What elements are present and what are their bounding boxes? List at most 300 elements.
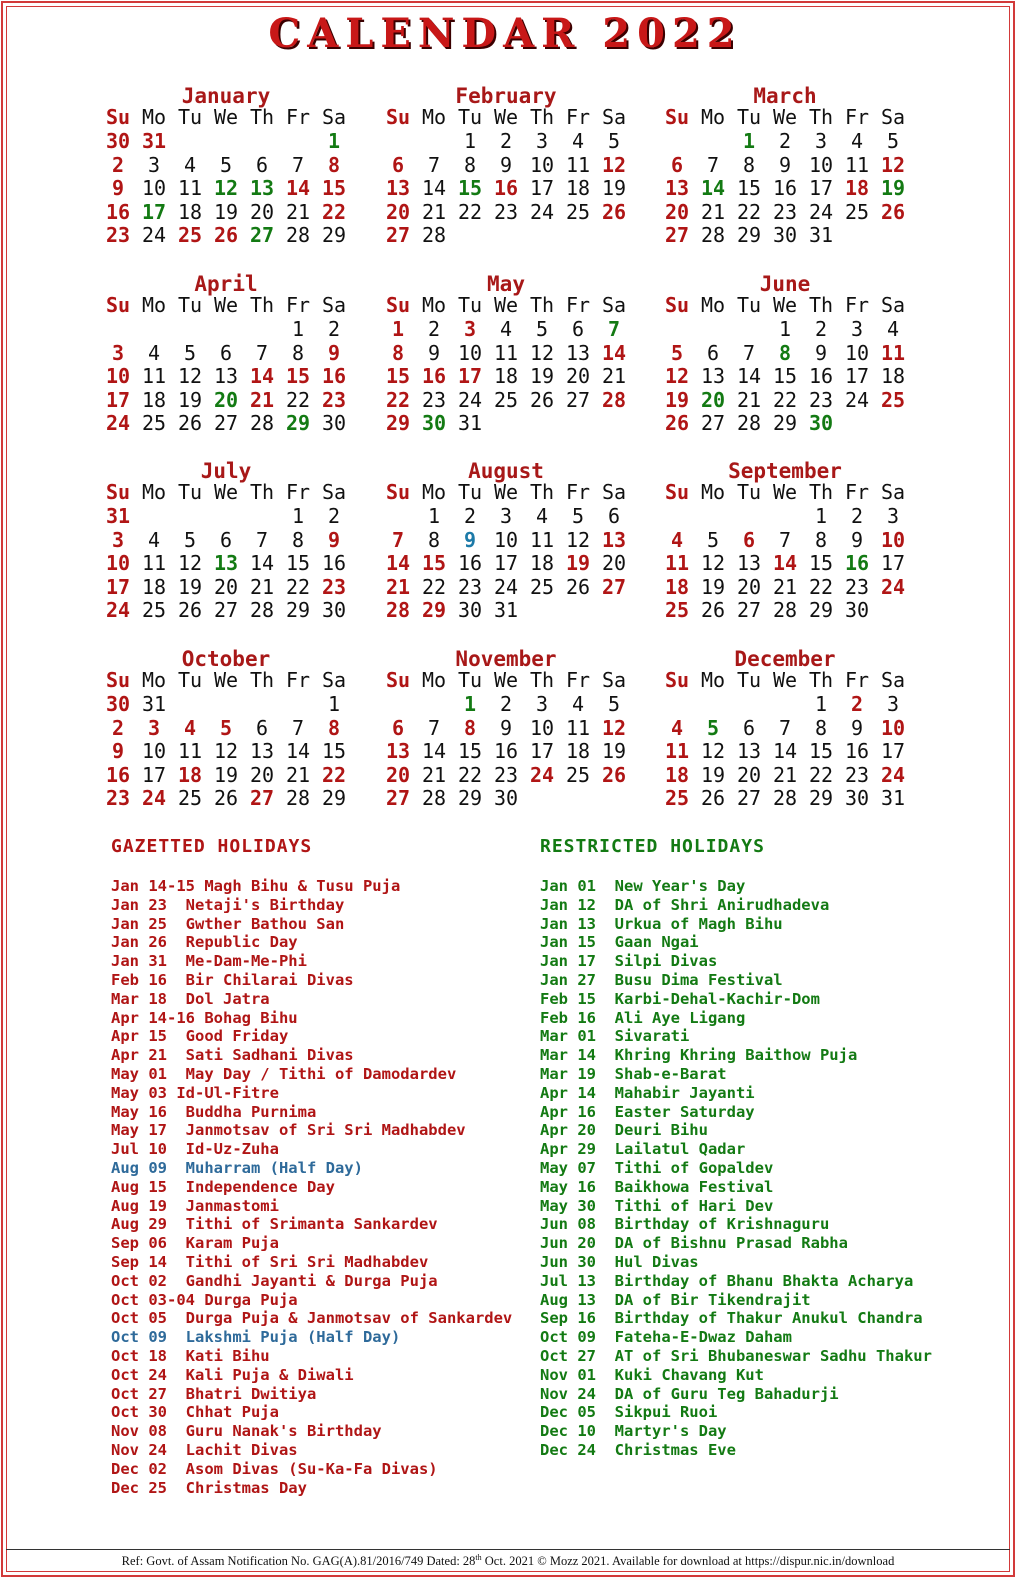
- day-cell: 2: [111, 152, 125, 177]
- day-cell: 28: [700, 223, 726, 247]
- weekday-label: Th: [529, 293, 555, 317]
- week-row: [659, 154, 911, 178]
- day-cell: 15: [772, 364, 798, 388]
- weekday-label: Tu: [457, 105, 483, 129]
- restricted-holiday-item: Apr 29 Lailatul Qadar: [540, 1140, 746, 1159]
- day-cell: 26: [177, 598, 203, 622]
- day-cell: 7: [291, 152, 305, 177]
- day-cell: 23: [493, 762, 519, 787]
- day-cell: 28: [285, 223, 311, 247]
- day-cell: 18: [493, 364, 519, 388]
- day-cell: 1: [327, 129, 341, 153]
- day-cell: 18: [880, 364, 906, 388]
- weekday-label: Fr: [565, 480, 591, 504]
- week-row: [659, 764, 911, 788]
- week-row: [100, 154, 352, 178]
- weekday-label: Fr: [565, 668, 591, 692]
- day-cell: 9: [499, 152, 513, 177]
- day-cell: 25: [177, 223, 203, 247]
- day-cell: 5: [219, 715, 233, 740]
- day-cell: 26: [177, 411, 203, 435]
- day-cell: 25: [664, 786, 690, 810]
- weekday-label: We: [213, 293, 239, 317]
- gazetted-heading: GAZETTED HOLIDAYS: [111, 836, 313, 857]
- day-cell: 25: [844, 199, 870, 224]
- day-cell: 11: [177, 176, 203, 200]
- gazetted-holiday-item: Jul 10 Id-Uz-Zuha: [111, 1140, 279, 1159]
- day-cell: 29: [457, 786, 483, 810]
- weekday-label: Tu: [736, 105, 762, 129]
- weekday-label: We: [213, 480, 239, 504]
- day-cell: 29: [285, 411, 311, 435]
- day-cell: 2: [850, 504, 864, 528]
- day-cell: 8: [327, 152, 341, 177]
- day-cell: 3: [463, 317, 477, 341]
- day-cell: 21: [700, 199, 726, 224]
- week-row: [380, 201, 632, 225]
- day-cell: 11: [565, 715, 591, 740]
- day-cell: 17: [808, 176, 834, 200]
- day-cell: 18: [664, 762, 690, 787]
- day-cell: 4: [535, 504, 549, 528]
- day-cell: 10: [529, 715, 555, 740]
- weekday-label: Fr: [285, 105, 311, 129]
- day-cell: 16: [321, 364, 347, 388]
- day-cell: 13: [249, 739, 275, 763]
- day-cell: 28: [772, 786, 798, 810]
- day-cell: 22: [421, 574, 447, 599]
- day-cell: 19: [213, 762, 239, 787]
- day-cell: 25: [565, 762, 591, 787]
- day-cell: 9: [499, 715, 513, 740]
- weekday-label: We: [772, 293, 798, 317]
- weekday-label: Th: [249, 293, 275, 317]
- weekday-label: Su: [385, 105, 411, 129]
- week-row: [380, 576, 632, 600]
- day-cell: 4: [571, 692, 585, 716]
- day-cell: 30: [321, 411, 347, 435]
- weekday-label: Th: [529, 668, 555, 692]
- day-cell: 12: [177, 551, 203, 575]
- week-row: [100, 764, 352, 788]
- day-cell: 17: [493, 551, 519, 575]
- day-cell: 29: [808, 786, 834, 810]
- day-cell: 30: [772, 223, 798, 247]
- day-cell: 12: [213, 739, 239, 763]
- day-cell: 3: [850, 317, 864, 341]
- day-cell: 9: [778, 152, 792, 177]
- day-cell: 10: [105, 364, 131, 388]
- day-cell: 24: [141, 223, 167, 247]
- week-row: [659, 599, 911, 623]
- restricted-holiday-item: Sep 16 Birthday of Thakur Anukul Chandra: [540, 1309, 923, 1328]
- day-cell: 26: [213, 786, 239, 810]
- gazetted-holiday-item: Jan 25 Gwther Bathou San: [111, 914, 345, 933]
- day-cell: 16: [321, 551, 347, 575]
- day-cell: 31: [457, 411, 483, 435]
- day-cell: 13: [736, 551, 762, 575]
- weekday-label: Fr: [285, 293, 311, 317]
- month-name: March: [753, 84, 817, 108]
- day-cell: 26: [880, 199, 906, 224]
- day-cell: 27: [700, 411, 726, 435]
- day-cell: 11: [664, 739, 690, 763]
- day-cell: 27: [664, 223, 690, 247]
- day-cell: 4: [670, 527, 684, 552]
- day-cell: 7: [706, 152, 720, 177]
- week-row: [100, 529, 352, 553]
- week-row: [380, 693, 632, 717]
- day-cell: 18: [664, 574, 690, 599]
- day-cell: 5: [219, 152, 233, 177]
- day-cell: 27: [249, 223, 275, 247]
- day-cell: 6: [219, 527, 233, 552]
- day-cell: 29: [285, 598, 311, 622]
- restricted-holiday-item: Feb 16 Ali Aye Ligang: [540, 1008, 746, 1027]
- day-cell: 12: [880, 152, 906, 177]
- day-cell: 23: [844, 762, 870, 787]
- gazetted-holiday-item: Oct 02 Gandhi Jayanti & Durga Puja: [111, 1271, 438, 1290]
- weekday-label: Mo: [421, 105, 447, 129]
- day-cell: 9: [850, 715, 864, 740]
- restricted-holiday-item: Feb 15 Karbi-Dehal-Kachir-Dom: [540, 989, 820, 1008]
- day-cell: 7: [291, 715, 305, 740]
- day-cell: 20: [385, 199, 411, 224]
- week-row: [659, 740, 911, 764]
- day-cell: 30: [105, 129, 131, 153]
- weekday-label: Su: [385, 293, 411, 317]
- day-cell: 13: [601, 527, 627, 552]
- day-cell: 3: [147, 715, 161, 740]
- restricted-heading: RESTRICTED HOLIDAYS: [540, 836, 765, 857]
- day-cell: 22: [285, 387, 311, 412]
- day-cell: 6: [391, 715, 405, 740]
- day-cell: 8: [742, 152, 756, 177]
- day-cell: 27: [565, 387, 591, 412]
- weekday-label: We: [493, 105, 519, 129]
- day-cell: 23: [457, 574, 483, 599]
- week-row: [380, 505, 632, 529]
- day-cell: 14: [700, 176, 726, 200]
- week-row: [659, 693, 911, 717]
- day-cell: 12: [213, 176, 239, 200]
- day-cell: 11: [493, 340, 519, 365]
- weekday-label: Th: [808, 668, 834, 692]
- weekday-label: Tu: [457, 668, 483, 692]
- weekday-header: [100, 481, 352, 505]
- day-cell: 15: [285, 364, 311, 388]
- day-cell: 6: [742, 527, 756, 552]
- gazetted-holiday-item: Feb 16 Bir Chilarai Divas: [111, 970, 354, 989]
- day-cell: 20: [249, 762, 275, 787]
- weekday-label: Su: [105, 293, 131, 317]
- day-cell: 10: [141, 176, 167, 200]
- day-cell: 20: [565, 364, 591, 388]
- day-cell: 7: [607, 317, 621, 341]
- day-cell: 1: [814, 504, 828, 528]
- day-cell: 23: [321, 574, 347, 599]
- week-row: [100, 130, 352, 154]
- gazetted-holiday-item: Mar 18 Dol Jatra: [111, 989, 270, 1008]
- day-cell: 24: [808, 199, 834, 224]
- restricted-holiday-item: May 16 Baikhowa Festival: [540, 1177, 774, 1196]
- day-cell: 23: [105, 786, 131, 810]
- week-row: [659, 177, 911, 201]
- day-cell: 29: [772, 411, 798, 435]
- page-title: CALENDAR 2022: [268, 10, 742, 57]
- weekday-label: We: [493, 293, 519, 317]
- day-cell: 17: [457, 364, 483, 388]
- week-row: [100, 599, 352, 623]
- day-cell: 30: [493, 786, 519, 810]
- restricted-holiday-item: Nov 24 DA of Guru Teg Bahadurji: [540, 1384, 839, 1403]
- weekday-label: Tu: [177, 668, 203, 692]
- month-name: December: [734, 647, 836, 671]
- day-cell: 13: [664, 176, 690, 200]
- day-cell: 17: [880, 551, 906, 575]
- day-cell: 14: [736, 364, 762, 388]
- day-cell: 19: [177, 574, 203, 599]
- weekday-label: Sa: [601, 668, 627, 692]
- day-cell: 12: [177, 364, 203, 388]
- day-cell: 11: [664, 551, 690, 575]
- day-cell: 26: [700, 598, 726, 622]
- day-cell: 23: [321, 387, 347, 412]
- day-cell: 17: [529, 176, 555, 200]
- weekday-label: Mo: [141, 105, 167, 129]
- day-cell: 7: [391, 527, 405, 552]
- day-cell: 22: [321, 762, 347, 787]
- day-cell: 7: [255, 340, 269, 365]
- day-cell: 23: [808, 387, 834, 412]
- day-cell: 24: [529, 199, 555, 224]
- day-cell: 28: [601, 387, 627, 412]
- weekday-label: Tu: [177, 293, 203, 317]
- weekday-label: Su: [664, 105, 690, 129]
- day-cell: 21: [285, 199, 311, 224]
- day-cell: 6: [219, 340, 233, 365]
- weekday-label: Su: [385, 668, 411, 692]
- week-row: [380, 389, 632, 413]
- day-cell: 22: [457, 199, 483, 224]
- day-cell: 3: [499, 504, 513, 528]
- day-cell: 31: [141, 692, 167, 716]
- day-cell: 8: [291, 527, 305, 552]
- weekday-label: Th: [249, 480, 275, 504]
- day-cell: 5: [706, 527, 720, 552]
- day-cell: 5: [183, 527, 197, 552]
- day-cell: 5: [670, 340, 684, 365]
- weekday-label: Tu: [736, 480, 762, 504]
- day-cell: 29: [321, 786, 347, 810]
- restricted-holiday-item: Mar 01 Sivarati: [540, 1027, 690, 1046]
- day-cell: 10: [493, 527, 519, 552]
- day-cell: 25: [141, 598, 167, 622]
- restricted-holiday-item: Jun 08 Birthday of Krishnaguru: [540, 1215, 830, 1234]
- day-cell: 21: [249, 574, 275, 599]
- day-cell: 27: [736, 786, 762, 810]
- day-cell: 30: [844, 786, 870, 810]
- footer-reference: [6, 1550, 1010, 1569]
- weekday-label: Th: [249, 668, 275, 692]
- day-cell: 9: [850, 527, 864, 552]
- day-cell: 14: [421, 176, 447, 200]
- day-cell: 30: [808, 411, 834, 435]
- day-cell: 16: [105, 199, 131, 224]
- week-row: [100, 342, 352, 366]
- day-cell: 3: [814, 129, 828, 153]
- day-cell: 20: [601, 551, 627, 575]
- weekday-label: Sa: [880, 480, 906, 504]
- day-cell: 22: [736, 199, 762, 224]
- month-name: January: [181, 84, 271, 108]
- day-cell: 22: [457, 762, 483, 787]
- weekday-label: Fr: [844, 480, 870, 504]
- week-row: [380, 599, 632, 623]
- day-cell: 14: [772, 739, 798, 763]
- day-cell: 13: [385, 739, 411, 763]
- day-cell: 9: [111, 739, 125, 763]
- day-cell: 9: [327, 340, 341, 365]
- weekday-label: Tu: [457, 293, 483, 317]
- day-cell: 2: [111, 715, 125, 740]
- day-cell: 19: [700, 574, 726, 599]
- day-cell: 5: [706, 715, 720, 740]
- day-cell: 25: [529, 574, 555, 599]
- day-cell: 27: [213, 411, 239, 435]
- day-cell: 24: [529, 762, 555, 787]
- day-cell: 15: [285, 551, 311, 575]
- day-cell: 10: [105, 551, 131, 575]
- day-cell: 4: [886, 317, 900, 341]
- day-cell: 8: [391, 340, 405, 365]
- day-cell: 25: [880, 387, 906, 412]
- day-cell: 30: [421, 411, 447, 435]
- day-cell: 27: [213, 598, 239, 622]
- day-cell: 30: [105, 692, 131, 716]
- day-cell: 4: [670, 715, 684, 740]
- week-row: [380, 154, 632, 178]
- restricted-holiday-item: Mar 14 Khring Khring Baithow Puja: [540, 1046, 858, 1065]
- day-cell: 11: [141, 364, 167, 388]
- weekday-label: We: [772, 668, 798, 692]
- day-cell: 8: [463, 152, 477, 177]
- day-cell: 21: [772, 574, 798, 599]
- day-cell: 28: [385, 598, 411, 622]
- restricted-holiday-item: Jul 13 Birthday of Bhanu Bhakta Acharya: [540, 1271, 914, 1290]
- day-cell: 19: [565, 551, 591, 575]
- day-cell: 16: [844, 739, 870, 763]
- month-name: July: [200, 459, 252, 483]
- day-cell: 3: [886, 692, 900, 716]
- day-cell: 28: [736, 411, 762, 435]
- day-cell: 8: [814, 527, 828, 552]
- gazetted-holiday-item: Dec 25 Christmas Day: [111, 1478, 307, 1497]
- day-cell: 18: [177, 762, 203, 787]
- day-cell: 23: [772, 199, 798, 224]
- day-cell: 14: [249, 551, 275, 575]
- day-cell: 21: [385, 574, 411, 599]
- week-row: [380, 529, 632, 553]
- day-cell: 8: [778, 340, 792, 365]
- gazetted-holiday-item: Apr 21 Sati Sadhani Divas: [111, 1046, 354, 1065]
- restricted-holiday-item: Nov 01 Kuki Chavang Kut: [540, 1365, 764, 1384]
- week-row: [100, 318, 352, 342]
- day-cell: 15: [385, 364, 411, 388]
- day-cell: 10: [844, 340, 870, 365]
- day-cell: 22: [808, 762, 834, 787]
- day-cell: 2: [814, 317, 828, 341]
- day-cell: 19: [529, 364, 555, 388]
- weekday-label: Su: [105, 105, 131, 129]
- day-cell: 6: [255, 152, 269, 177]
- day-cell: 8: [463, 715, 477, 740]
- week-row: [380, 717, 632, 741]
- week-row: [659, 342, 911, 366]
- day-cell: 3: [535, 692, 549, 716]
- month-name: November: [455, 647, 557, 671]
- day-cell: 14: [285, 739, 311, 763]
- day-cell: 27: [249, 786, 275, 810]
- day-cell: 31: [493, 598, 519, 622]
- weekday-header: [659, 106, 911, 130]
- day-cell: 5: [535, 317, 549, 341]
- weekday-label: Fr: [844, 293, 870, 317]
- weekday-label: Mo: [700, 293, 726, 317]
- day-cell: 21: [249, 387, 275, 412]
- week-row: [100, 365, 352, 389]
- gazetted-holiday-list: [111, 877, 512, 1497]
- weekday-label: Mo: [700, 668, 726, 692]
- day-cell: 26: [700, 786, 726, 810]
- restricted-holiday-item: Jan 13 Urkua of Magh Bihu: [540, 914, 783, 933]
- day-cell: 28: [421, 223, 447, 247]
- restricted-holiday-item: Apr 20 Deuri Bihu: [540, 1121, 708, 1140]
- day-cell: 31: [880, 786, 906, 810]
- day-cell: 21: [421, 762, 447, 787]
- weekday-label: We: [772, 105, 798, 129]
- week-row: [380, 130, 632, 154]
- weekday-label: Th: [808, 105, 834, 129]
- day-cell: 21: [736, 387, 762, 412]
- day-cell: 22: [321, 199, 347, 224]
- weekday-label: Mo: [141, 480, 167, 504]
- day-cell: 18: [141, 574, 167, 599]
- day-cell: 14: [385, 551, 411, 575]
- day-cell: 12: [664, 364, 690, 388]
- day-cell: 23: [421, 387, 447, 412]
- day-cell: 15: [457, 176, 483, 200]
- day-cell: 12: [700, 551, 726, 575]
- day-cell: 27: [385, 223, 411, 247]
- weekday-label: Sa: [601, 480, 627, 504]
- week-row: [659, 576, 911, 600]
- day-cell: 26: [529, 387, 555, 412]
- weekday-label: Sa: [321, 668, 347, 692]
- day-cell: 15: [321, 176, 347, 200]
- week-row: [100, 389, 352, 413]
- day-cell: 2: [463, 504, 477, 528]
- day-cell: 27: [736, 598, 762, 622]
- week-row: [380, 177, 632, 201]
- day-cell: 4: [147, 340, 161, 365]
- day-cell: 14: [249, 364, 275, 388]
- day-cell: 20: [700, 387, 726, 412]
- weekday-label: Sa: [601, 105, 627, 129]
- day-cell: 22: [772, 387, 798, 412]
- day-cell: 6: [670, 152, 684, 177]
- day-cell: 28: [421, 786, 447, 810]
